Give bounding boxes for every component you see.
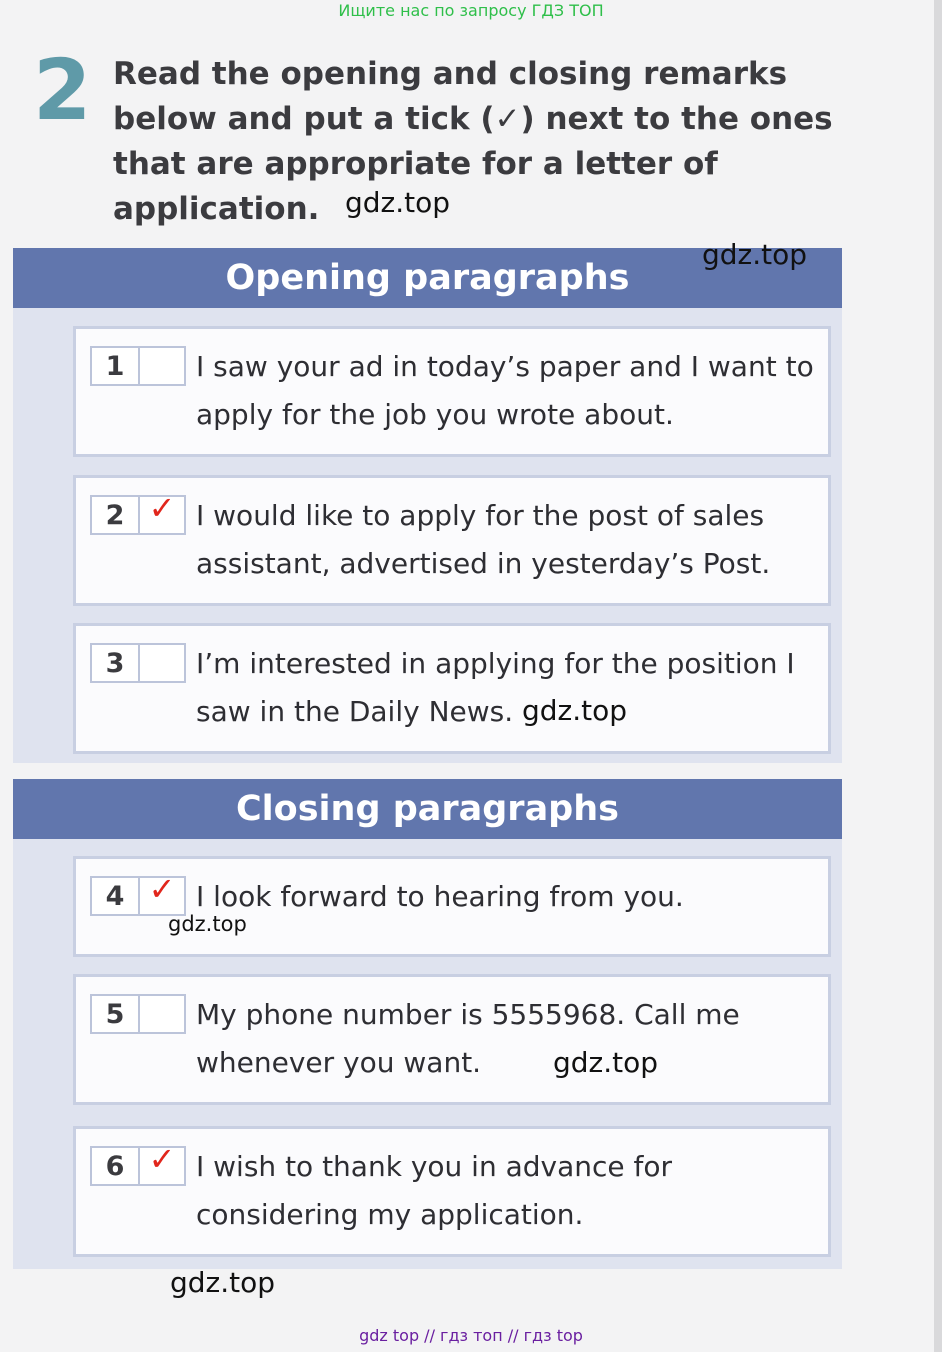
item-text: I would like to apply for the post of sales assistant, advertised in yesterday’s Post. (196, 499, 771, 580)
closing-panel (13, 839, 842, 1269)
watermark: gdz.top (168, 912, 247, 936)
list-item (73, 623, 831, 754)
tick-icon: ✓ (148, 1140, 176, 1178)
opening-panel (13, 308, 842, 763)
list-item (73, 974, 831, 1105)
tick-box[interactable] (90, 870, 186, 916)
tick-box[interactable] (90, 994, 186, 1034)
item-text: I look forward to hearing from you. (196, 880, 684, 913)
top-note: Ищите нас по запросу ГДЗ ТОП (338, 1, 604, 20)
item-text: I saw your ad in today’s paper and I want to apply for the job you wrote about. (196, 350, 814, 431)
list-item (73, 856, 831, 957)
list-item (73, 475, 831, 606)
item-text: I wish to thank you in advance for considering my application. (196, 1150, 673, 1231)
page-edge (934, 0, 942, 1352)
item-number: 4 (105, 881, 125, 912)
task-number: 2 (33, 41, 92, 139)
item-text: My phone number is 5555968. Call me whenever you want. (196, 998, 740, 1079)
tick-icon: ✓ (148, 870, 176, 908)
watermark: gdz.top (553, 1046, 659, 1079)
list-item (73, 326, 831, 457)
item-number: 1 (105, 351, 125, 382)
opening-section-title: Opening paragraphs (13, 248, 842, 308)
task-instruction: Read the opening and closing remarks below and put a tick (✓) next to the ones that are appropriate for a letter of application. (113, 56, 833, 227)
watermark: gdz.top (170, 1266, 276, 1299)
closing-section-title: Closing paragraphs (13, 779, 842, 839)
item-number: 5 (105, 999, 125, 1030)
item-number: 3 (105, 648, 125, 679)
watermark: gdz.top (702, 238, 808, 271)
watermark: gdz.top (345, 186, 451, 219)
tick-icon: ✓ (148, 489, 176, 527)
item-text: I’m interested in applying for the position I saw in the Daily News. (196, 647, 795, 728)
watermark: gdz.top (522, 694, 628, 727)
tick-box[interactable] (90, 489, 186, 535)
item-number: 2 (105, 500, 125, 531)
tick-box[interactable] (90, 346, 186, 386)
bottom-note: gdz top // гдз топ // гдз top (359, 1326, 583, 1345)
tick-box[interactable] (90, 1140, 186, 1186)
item-number: 6 (105, 1151, 125, 1182)
tick-box[interactable] (90, 643, 186, 683)
list-item (73, 1126, 831, 1257)
